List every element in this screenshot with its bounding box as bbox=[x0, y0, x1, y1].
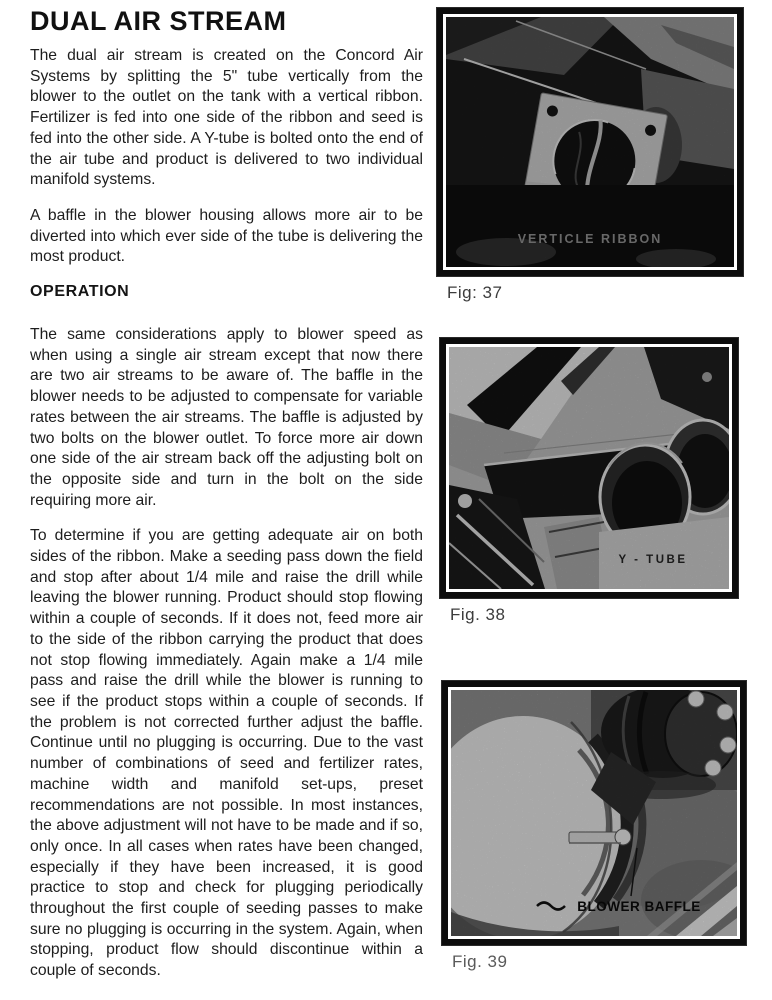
figure-37-photo bbox=[437, 8, 743, 276]
paragraph-operation-blower-speed: The same considerations apply to blower speed as when using a single air stream except that now there are two air streams to be aware of. The baffle in the blower needs to be adjusted to compensate for variable rates between the air streams. The baffle is adjusted by two bolts on the blower outlet. To force more air down one side of the air stream back off the adjusting bolt on the opposite side and turn in the bolt on the side requiring more air. bbox=[30, 326, 423, 509]
figure-38-caption: Fig. 38 bbox=[450, 605, 506, 624]
page-title: DUAL AIR STREAM bbox=[30, 6, 287, 36]
paragraph-dual-air-intro: The dual air stream is created on the Concord Air Systems by splitting the 5" tube vertically from the blower to the outlet on the tank with a vertical ribbon. Fertilizer is fed into one side of the ribbon and seed is fed into the other side. A Y-tube is bolted onto the end of the air tube and product is delivered to two individual manifold systems. bbox=[30, 47, 423, 189]
section-heading-operation: OPERATION bbox=[30, 283, 130, 301]
blower-baffle-photo bbox=[451, 690, 737, 936]
figure-39 bbox=[442, 681, 746, 972]
figure-37-caption: Fig: 37 bbox=[447, 283, 503, 302]
blower-baffle-label: BLOWER BAFFLE bbox=[577, 899, 701, 914]
figure-38-photo bbox=[440, 338, 738, 598]
figure-39-caption: Fig. 39 bbox=[452, 952, 508, 971]
figure-39-photo bbox=[442, 681, 746, 945]
paragraph-baffle-intro: A baffle in the blower housing allows more air to be diverted into which ever side of the tube is delivering the most product. bbox=[30, 206, 423, 266]
figure-38 bbox=[440, 338, 738, 625]
y-tube-photo bbox=[449, 347, 729, 589]
vertical-ribbon-photo bbox=[446, 17, 734, 267]
y-tube-label: Y - TUBE bbox=[618, 554, 688, 566]
text-column bbox=[30, 6, 423, 997]
figure-37 bbox=[437, 8, 743, 303]
vertical-ribbon-label: VERTICLE RIBBON bbox=[517, 232, 663, 246]
paragraph-operation-adequate-air: To determine if you are getting adequate air on both sides of the ribbon. Make a seeding pass down the field and stop after about 1/4 mile and raise the drill while leaving the blower running. Product should stop flowing within a couple of seconds. If it does not, feed more air to the side of the ribbon carrying the product that does not stop flowing immediately. Again make a 1/4 mile pass and raise the drill while the blower is running to see if the product stops within a couple of seconds. If the problem is not corrected further adjust the baffle. Continue until no plugging is occurring. Due to the vast number of combinations of seed and fertilizer rates, machine width and manifold set-ups, preset recommendations are not possible. In most instances, the above adjustment will not have to be made and if so, only once. In all cases when rates have been changed, especially if they have been increased, it is good practice to stop and check for plugging periodically throughout the first couple of seeding passes to make sure no plugging is occurring in the system. Again, when stopping, product flow should discontinue within a couple of seconds. bbox=[30, 527, 423, 980]
